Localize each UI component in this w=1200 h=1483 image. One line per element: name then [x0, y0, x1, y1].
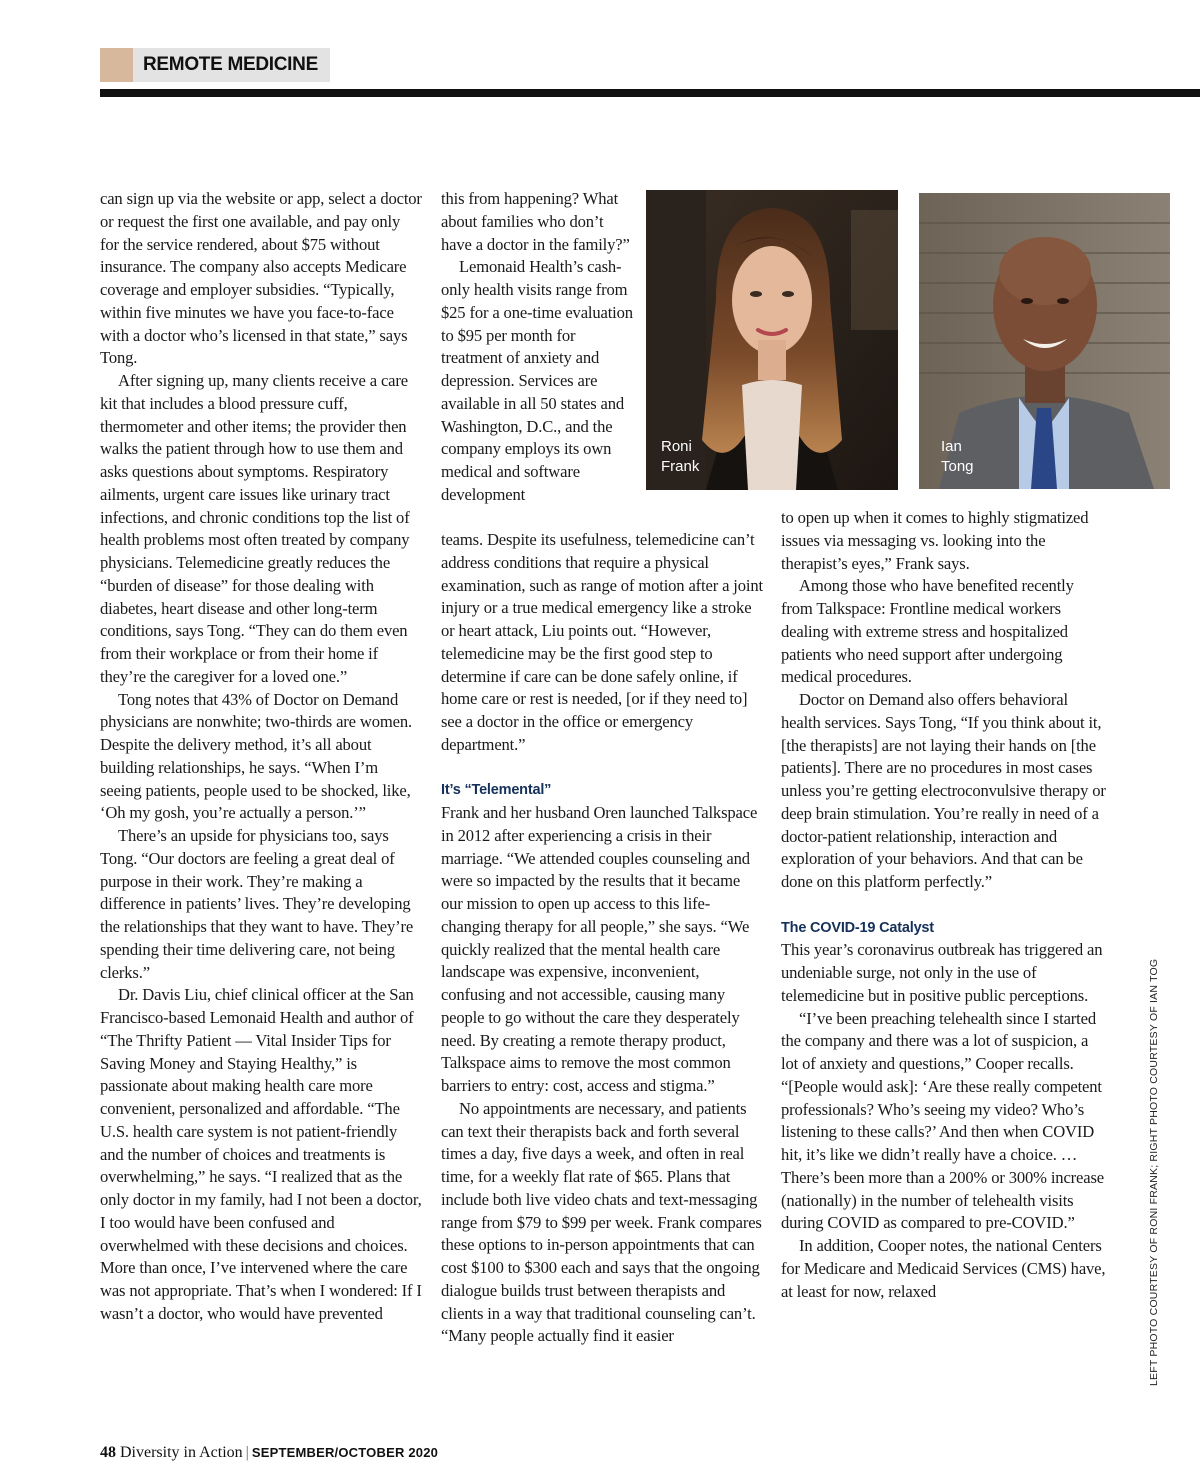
- magazine-name: Diversity in Action: [120, 1444, 243, 1461]
- paragraph: teams. Despite its usefulness, telemedicine can’t address conditions that require a physical examination, such as range of motion after a joint injury or a true medical emergency like a stroke or heart attack, Liu points out. “However, telemedicine may be the first good step to determine if care can be done safely online, if home care or rest is needed, [or if they need to] see a doctor in the office or emergency department.”: [441, 530, 763, 754]
- photo-ian-tong: [919, 193, 1170, 489]
- paragraph: can sign up via the website or app, select a doctor or request the first one available, and pay only for the service rendered, about $75 without insurance. The company also accepts Medicare coverage and employer subsidies. “Typically, within five minutes we have you face-to-face with a doctor who’s licensed in that state,” says Tong.: [100, 189, 422, 368]
- article-column-3: [781, 507, 1106, 1303]
- paragraph: Lemonaid Health’s cash-only health visits range from $25 for a one-time evaluation to $95 per month for treatment of anxiety and depression. Services are available in all 50 states and Washington, D.C., and the company employs its own medical and software development: [441, 257, 633, 504]
- subheading-covid-catalyst: The COVID-19 Catalyst: [781, 919, 934, 936]
- photo-caption: Roni Frank: [661, 438, 700, 475]
- paragraph: to open up when it comes to highly stigmatized issues via messaging vs. looking into the therapist’s eyes,” Frank says.: [781, 508, 1089, 573]
- article-column-1: [100, 188, 422, 1326]
- article-column-2: [441, 529, 763, 1348]
- page-number: 48: [100, 1444, 116, 1461]
- footer-separator: |: [245, 1444, 249, 1461]
- paragraph: “I’ve been preaching telehealth since I started the company and there was a lot of suspicion, a lot of anxiety and questions,” Cooper recalls. “[People would ask]: ‘Are these really competent professionals? Who’s seeing my video? Who’s listening to these calls?’ And then when COVID hit, it’s like we didn’t really have a choice. … There’s been more than a 200% or 300% increase (nationally) in the number of telehealth visits during COVID as compared to pre-COVID.”: [781, 1008, 1104, 1233]
- paragraph: In addition, Cooper notes, the national Centers for Medicare and Medicaid Services (CMS) have, at least for now, relaxed: [781, 1236, 1106, 1301]
- section-label: REMOTE MEDICINE: [133, 48, 330, 82]
- photo-roni-frank: [646, 190, 898, 490]
- header-rule: [100, 89, 1200, 97]
- photo-caption: Ian Tong: [941, 438, 974, 475]
- paragraph: Among those who have benefited recently from Talkspace: Frontline medical workers dealing with extreme stress and hospitalized patients who need support after undergoing medical procedures.: [781, 576, 1074, 687]
- article-column-2-top: [441, 188, 633, 507]
- page-footer: [100, 1444, 438, 1462]
- section-tab: [100, 48, 330, 82]
- photo-credit: LEFT PHOTO COURTESY OF RONI FRANK; RIGHT PHOTO COURTESY OF IAN TOG: [1148, 958, 1160, 1386]
- paragraph: Doctor on Demand also offers behavioral health services. Says Tong, “If you think about it, [the therapists] are not laying their hands on [the patients]. There are no procedures in most cases unless you’re getting electroconvulsive therapy or deep brain stimulation. You’re really in need of a doctor-patient relationship, interaction and exploration of your behaviors. And that can be done on this platform perfectly.”: [781, 690, 1106, 891]
- paragraph: This year’s coronavirus outbreak has triggered an undeniable surge, not only in the use of telemedicine but in positive public perceptions.: [781, 940, 1103, 1005]
- section-color-swatch: [100, 48, 133, 82]
- paragraph: No appointments are necessary, and patients can text their therapists back and forth several times a day, five days a week, and often in real time, for a weekly flat rate of $65. Plans that include both live video chats and text-messaging range from $79 to $99 per week. Frank compares these options to in-person appointments that can cost $100 to $300 each and says that the ongoing dialogue builds trust between therapists and clients in a way that traditional counseling can’t. “Many people actually find it easier: [441, 1098, 762, 1346]
- paragraph: Frank and her husband Oren launched Talkspace in 2012 after experiencing a crisis in their marriage. “We attended couples counseling and were so impacted by the results that it became our mission to open up access to this life-changing therapy for all people,” she says. “We quickly realized that the mental health care landscape was expensive, inconvenient, confusing and not accessible, causing many people to go without the care they desperately need. By creating a remote therapy product, Talkspace aims to remove the most common barriers to entry: cost, access and stigma.”: [441, 803, 758, 1095]
- issue-date: SEPTEMBER/OCTOBER 2020: [251, 1445, 439, 1460]
- paragraph: Dr. Davis Liu, chief clinical officer at the San Francisco-based Lemonaid Health and author of “The Thrifty Patient — Vital Insider Tips for Saving Money and Staying Healthy,” is passionate about making health care more convenient, personalized and affordable. “The U.S. health care system is not patient-friendly and the number of choices and treatments is overwhelming,” he says. “I realized that as the only doctor in my family, had I not been a doctor, I too would have been confused and overwhelmed with these decisions and choices. More than once, I’ve intervened where the care was not appropriate. That’s when I wondered: If I wasn’t a doctor, who would have prevented: [100, 985, 422, 1323]
- paragraph: After signing up, many clients receive a care kit that includes a blood pressure cuff, thermometer and other items; the provider then walks the patient through how to use them and asks questions about symptoms. Respiratory ailments, urgent care issues like urinary tract infections, and chronic conditions top the list of health problems most often treated by company physicians. Telemedicine greatly reduces the “burden of disease” for those dealing with diabetes, heart disease and other long-term conditions, says Tong. “They can do them even from their workplace or from their home if they’re the caregiver for a loved one.”: [100, 371, 410, 686]
- subheading-telemental: It’s “Telemental”: [441, 782, 552, 799]
- paragraph: There’s an upside for physicians too, says Tong. “Our doctors are feeling a great deal of purpose in their work. They’re making a difference in patients’ lives. They’re developing the relationships that they want to have. They’re spending their time delivering care, not being clerks.”: [100, 826, 414, 982]
- paragraph: this from happening? What about families who don’t have a doctor in the family?”: [441, 189, 630, 254]
- paragraph: Tong notes that 43% of Doctor on Demand physicians are nonwhite; two-thirds are women. Despite the delivery method, it’s all about building relationships, he says. “When I’m seeing patients, people used to be shocked, like, ‘Oh my gosh, you’re actually a person.’”: [100, 689, 412, 823]
